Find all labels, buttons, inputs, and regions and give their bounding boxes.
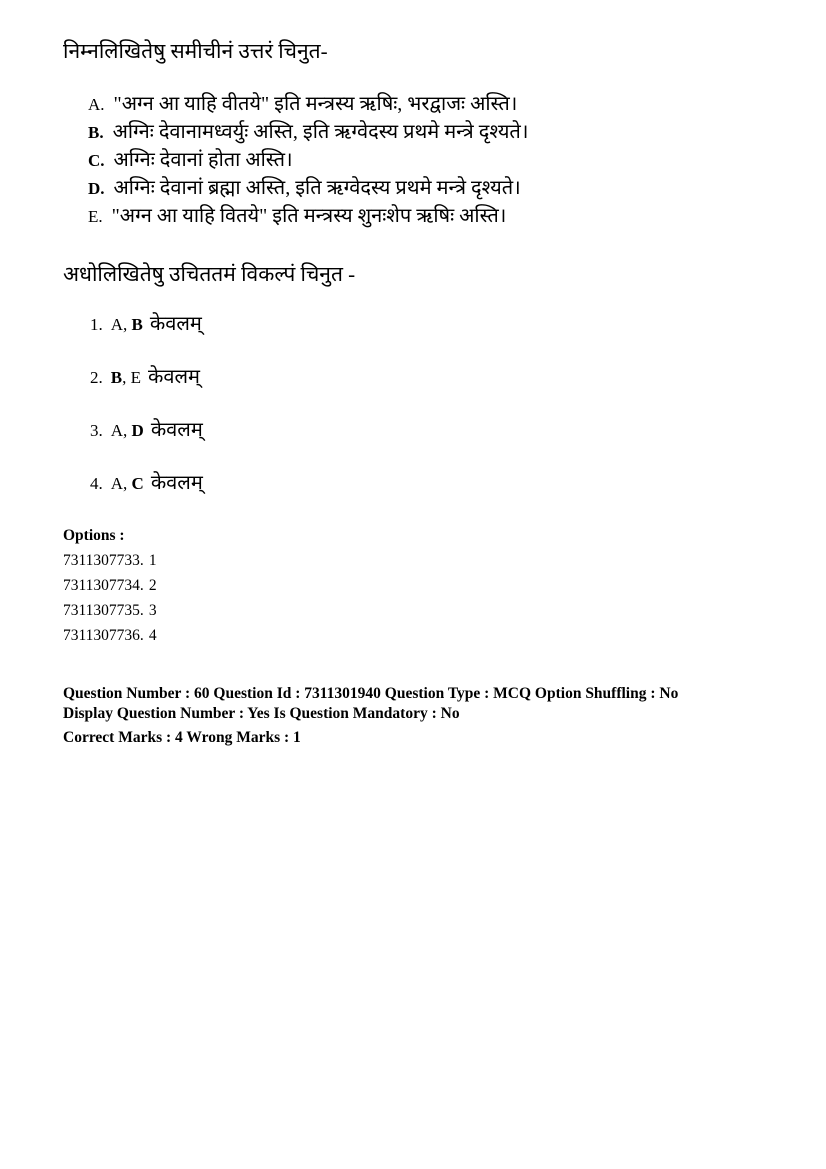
choice-tail-2: केवलम् — [147, 366, 200, 388]
choice-number-2: 2. — [90, 368, 103, 387]
question-intro-heading: निम्नलिखितेषु समीचीनं उत्तरं चिनुत- — [63, 39, 328, 63]
choice-letters-2b: , E — [122, 368, 141, 387]
choice-tail-3: केवलम् — [150, 419, 203, 441]
choice-number-4: 4. — [90, 474, 103, 493]
statement-row-e — [88, 203, 771, 231]
statement-text-b: अग्निः देवानामध्वर्युः अस्ति, इति ऋग्वेदस्य प्रथमे मन्त्रे दृश्यते। — [112, 121, 529, 143]
choice-tail-4: केवलम् — [150, 472, 203, 494]
metadata-line-1: Question Number : 60 Question Id : 7311301940 Question Type : MCQ Option Shuffling : No — [63, 685, 679, 702]
metadata-line-3: Correct Marks : 4 Wrong Marks : 1 — [63, 729, 301, 746]
options-id-block — [63, 523, 771, 648]
statement-list — [88, 91, 771, 231]
statement-text-c: अग्निः देवानां होता अस्ति। — [113, 149, 293, 171]
option-value-4: 4 — [148, 627, 157, 644]
choice-row-2 — [90, 364, 771, 392]
option-id-3: 7311307735. — [63, 602, 144, 619]
metadata-line-2: Display Question Number : Yes Is Question Mandatory : No — [63, 705, 460, 722]
option-id-2: 7311307734. — [63, 577, 144, 594]
option-value-2: 2 — [148, 577, 157, 594]
option-value-3: 3 — [148, 602, 157, 619]
statement-label-e: E. — [88, 207, 103, 226]
choice-heading: अधोलिखितेषु उचिततमं विकल्पं चिनुत - — [63, 262, 356, 286]
choice-letters-4a: A, — [110, 474, 132, 493]
choice-row-1 — [90, 311, 771, 339]
option-id-row-2 — [63, 573, 771, 598]
choice-tail-1: केवलम् — [149, 313, 202, 335]
option-id-4: 7311307736. — [63, 627, 144, 644]
statement-row-d — [88, 175, 771, 203]
statement-label-b: B. — [88, 123, 104, 142]
choice-letters-1b: B — [131, 315, 143, 334]
options-label: Options : — [63, 527, 125, 544]
statement-text-e: "अग्न आ याहि वितये" इति मन्त्रस्य शुनःशेप ऋषिः अस्ति। — [111, 205, 507, 227]
choice-row-3 — [90, 417, 771, 445]
choice-letters-3a: A, — [110, 421, 132, 440]
choice-number-1: 1. — [90, 315, 103, 334]
choice-number-3: 3. — [90, 421, 103, 440]
choice-letters-3b: D — [131, 421, 144, 440]
choice-row-4 — [90, 470, 771, 498]
statement-row-c — [88, 147, 771, 175]
statement-text-a: "अग्न आ याहि वीतये" इति मन्त्रस्य ऋषिः, भरद्वाजः अस्ति। — [113, 93, 518, 115]
option-id-row-3 — [63, 598, 771, 623]
statement-row-a — [88, 91, 771, 119]
choice-letters-1a: A, — [110, 315, 132, 334]
statement-row-b — [88, 119, 771, 147]
choice-letters-4b: C — [131, 474, 144, 493]
statement-label-a: A. — [88, 95, 105, 114]
option-value-1: 1 — [148, 552, 157, 569]
statement-label-c: C. — [88, 151, 105, 170]
choice-letters-2a: B — [110, 368, 123, 387]
statement-label-d: D. — [88, 179, 105, 198]
statement-text-d: अग्निः देवानां ब्रह्मा अस्ति, इति ऋग्वेदस्य प्रथमे मन्त्रे दृश्यते। — [113, 177, 521, 199]
question-metadata — [63, 684, 771, 748]
option-id-1: 7311307733. — [63, 552, 144, 569]
option-id-row-1 — [63, 548, 771, 573]
choice-list — [90, 311, 771, 498]
option-id-row-4 — [63, 623, 771, 648]
